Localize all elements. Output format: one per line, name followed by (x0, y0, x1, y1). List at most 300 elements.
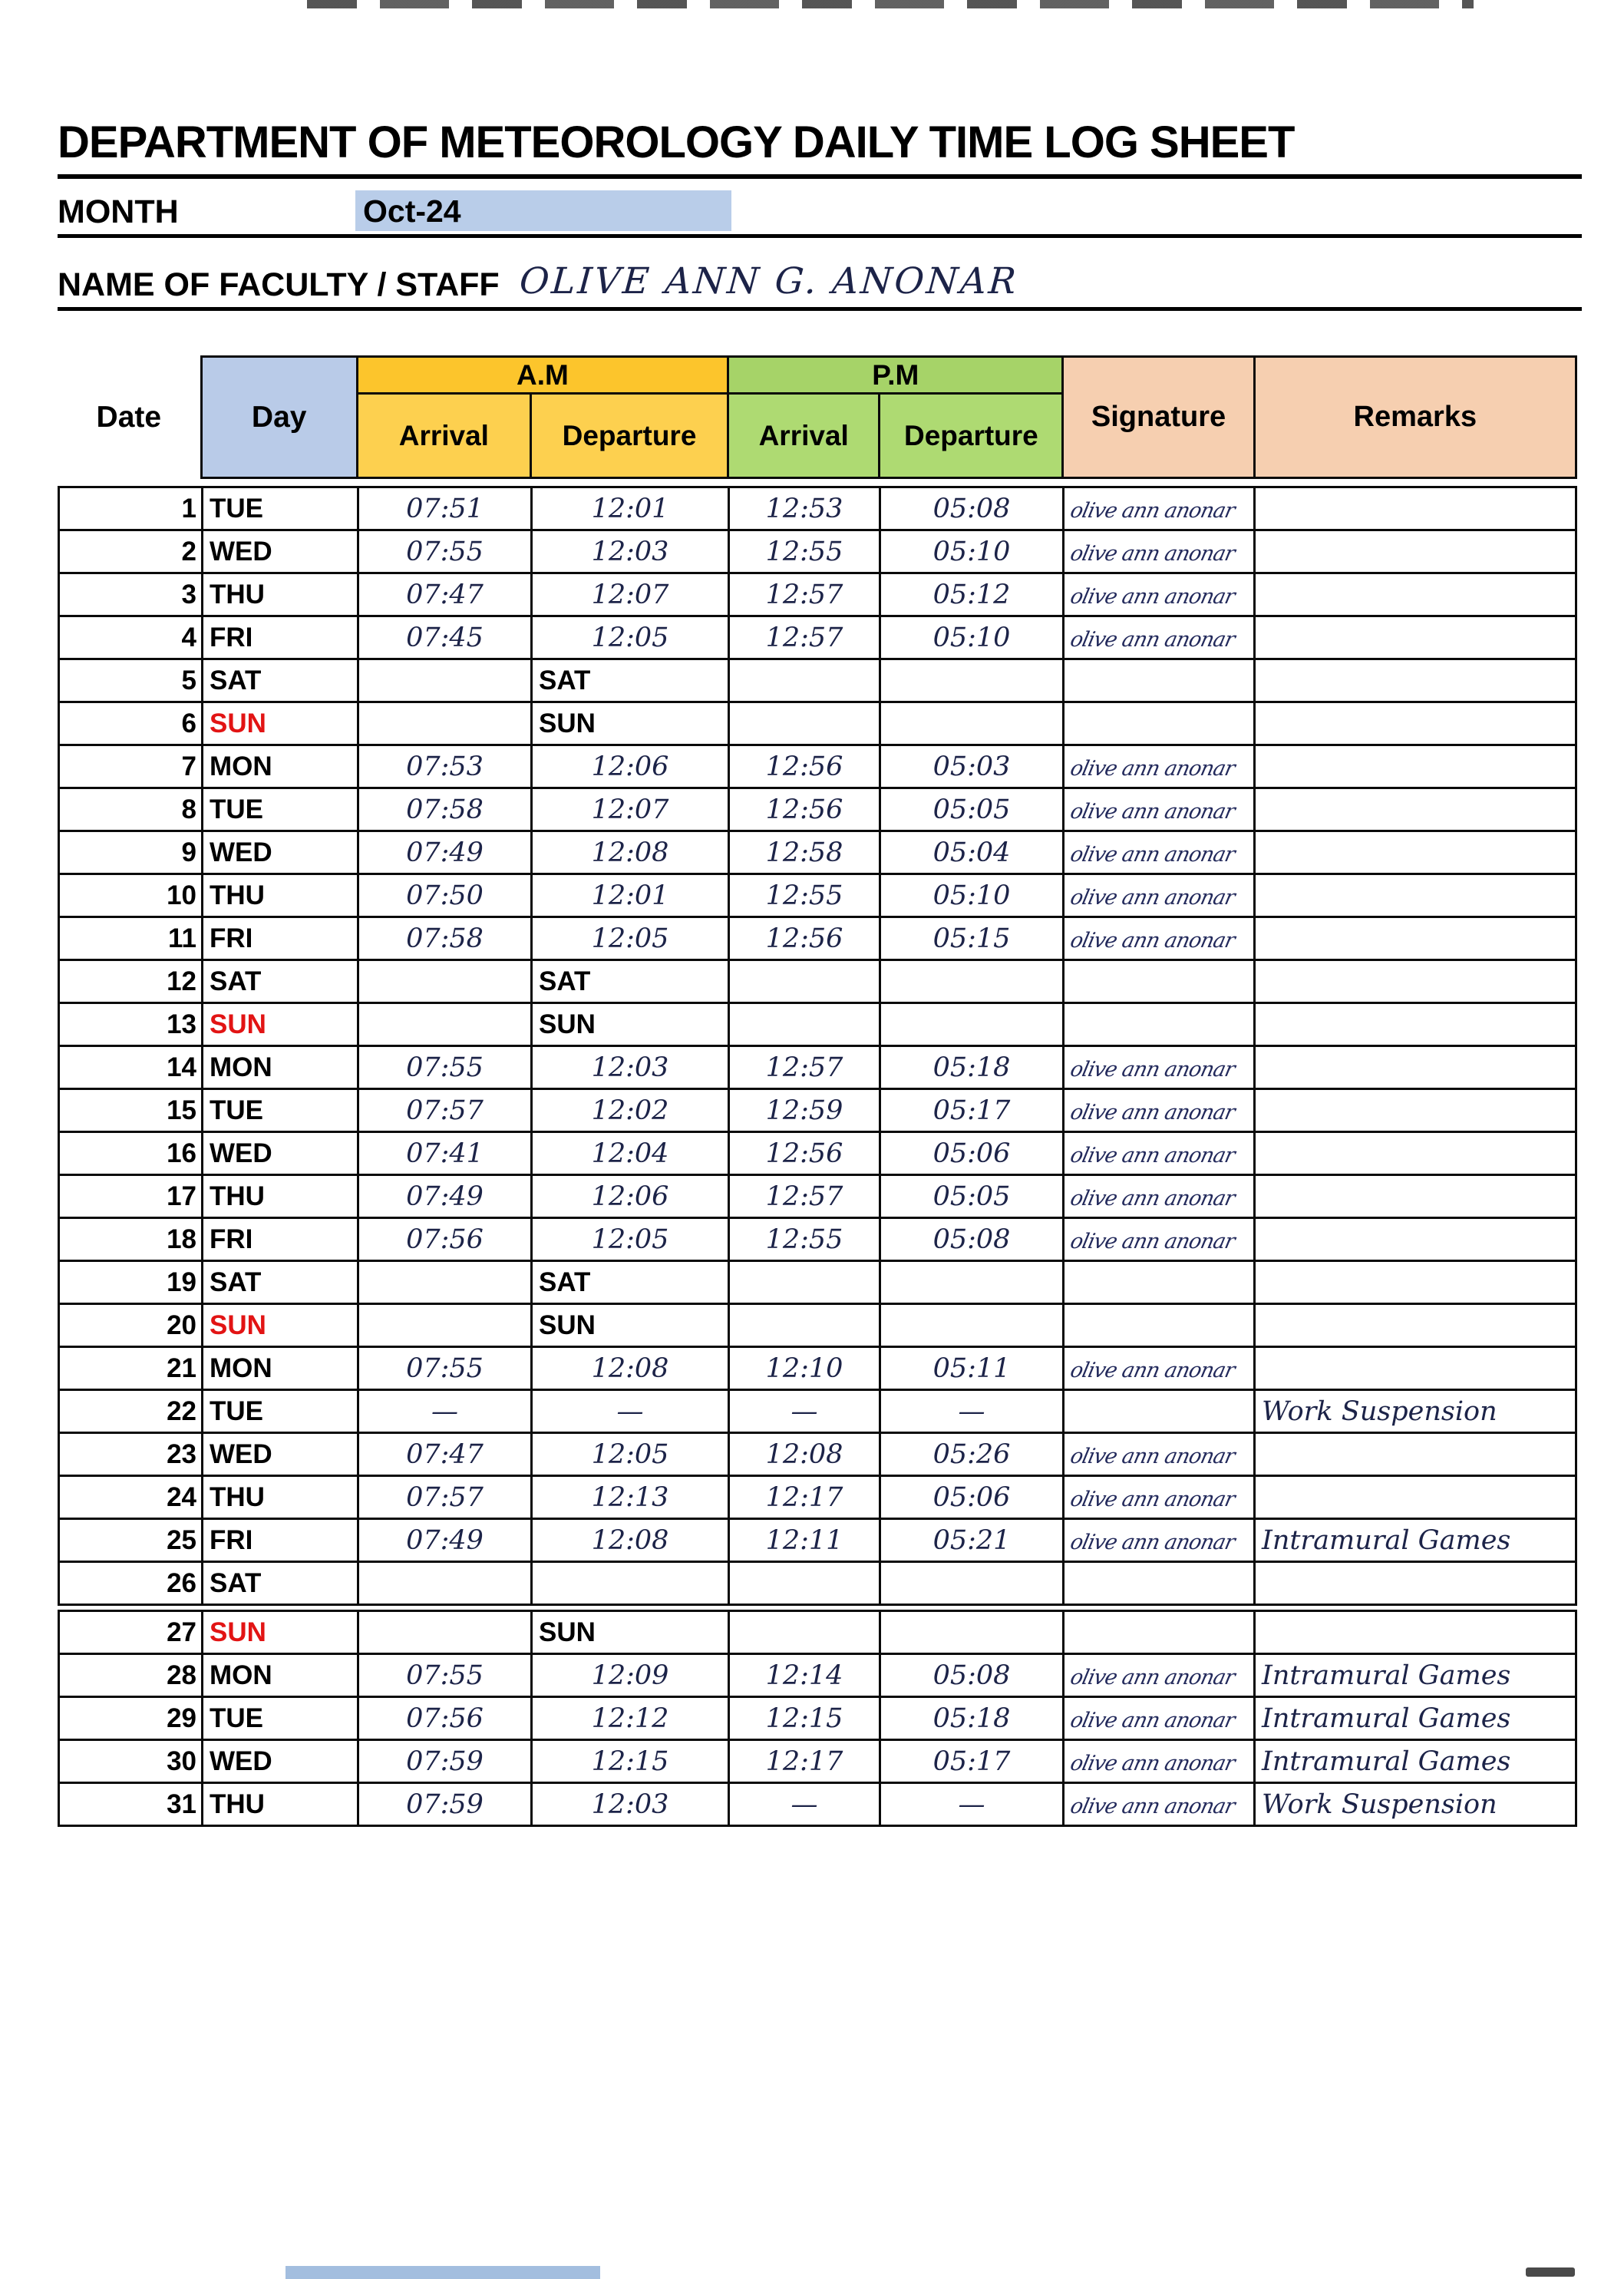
cell-pm-arrival (729, 1562, 880, 1605)
cell-am-departure: 12:05 (532, 1433, 729, 1476)
cell-signature (1064, 1697, 1255, 1740)
cell-am-departure: SUN (532, 1003, 729, 1046)
table-row (59, 573, 1576, 616)
cell-pm-arrival: 12:57 (729, 573, 880, 616)
table-row (59, 1654, 1576, 1697)
cell-pm-arrival: 12:56 (729, 745, 880, 788)
cell-remarks (1255, 1003, 1576, 1046)
cell-pm-arrival: 12:56 (729, 917, 880, 960)
cell-day: FRI (203, 616, 358, 659)
cell-date: 31 (59, 1783, 203, 1826)
signature-scribble: olive ann anonar (1068, 541, 1237, 566)
cell-signature (1064, 1132, 1255, 1175)
cell-am-arrival: 07:59 (358, 1740, 532, 1783)
table-row (59, 1519, 1576, 1562)
cell-day: SUN (203, 702, 358, 745)
cell-remarks (1255, 1611, 1576, 1654)
cell-pm-departure: 05:17 (880, 1740, 1064, 1783)
cell-am-departure: 12:05 (532, 917, 729, 960)
signature-scribble: olive ann anonar (1068, 756, 1237, 781)
cell-day: THU (203, 573, 358, 616)
cell-remarks (1255, 831, 1576, 874)
cell-am-departure: 12:05 (532, 616, 729, 659)
cell-pm-arrival: 12:10 (729, 1347, 880, 1390)
page-title: DEPARTMENT OF METEOROLOGY DAILY TIME LOG SHEET (58, 117, 1582, 179)
cell-am-arrival: 07:55 (358, 1046, 532, 1089)
cell-date: 9 (59, 831, 203, 874)
cell-am-departure: 12:04 (532, 1132, 729, 1175)
signature-scribble: olive ann anonar (1068, 1530, 1237, 1554)
cell-pm-arrival: 12:11 (729, 1519, 880, 1562)
cell-date: 3 (59, 573, 203, 616)
cell-pm-departure: 05:26 (880, 1433, 1064, 1476)
cell-am-arrival: 07:41 (358, 1132, 532, 1175)
cell-am-arrival: 07:55 (358, 1654, 532, 1697)
cell-am-arrival: 07:45 (358, 616, 532, 659)
cell-remarks (1255, 530, 1576, 573)
cell-date: 15 (59, 1089, 203, 1132)
cell-pm-departure (880, 960, 1064, 1003)
cell-pm-arrival: 12:15 (729, 1697, 880, 1740)
cell-am-departure: 12:08 (532, 1519, 729, 1562)
cell-signature (1064, 1089, 1255, 1132)
cell-date: 13 (59, 1003, 203, 1046)
cell-pm-departure: 05:08 (880, 1654, 1064, 1697)
cell-day: TUE (203, 788, 358, 831)
cell-pm-arrival: 12:55 (729, 874, 880, 917)
cell-date: 8 (59, 788, 203, 831)
cell-day: TUE (203, 1390, 358, 1433)
cell-pm-arrival: 12:08 (729, 1433, 880, 1476)
header-date: Date (58, 357, 201, 478)
cell-signature (1064, 702, 1255, 745)
signature-scribble: olive ann anonar (1068, 799, 1237, 824)
cell-pm-arrival: 12:59 (729, 1089, 880, 1132)
cell-date: 2 (59, 530, 203, 573)
cell-am-departure (532, 1562, 729, 1605)
cell-signature (1064, 1611, 1255, 1654)
signature-scribble: olive ann anonar (1068, 1708, 1237, 1732)
cell-am-departure: — (532, 1390, 729, 1433)
cell-day: SUN (203, 1304, 358, 1347)
header-signature: Signature (1063, 357, 1254, 478)
cell-pm-departure: 05:18 (880, 1697, 1064, 1740)
cell-date: 18 (59, 1218, 203, 1261)
cell-pm-departure (880, 1003, 1064, 1046)
table-row (59, 1089, 1576, 1132)
row-gap (59, 1605, 1576, 1611)
cell-day: TUE (203, 1697, 358, 1740)
signature-scribble: olive ann anonar (1068, 1751, 1237, 1775)
cell-day: SAT (203, 1261, 358, 1304)
table-row (59, 1304, 1576, 1347)
cell-signature (1064, 1783, 1255, 1826)
cell-pm-arrival: 12:57 (729, 616, 880, 659)
cell-day: THU (203, 1476, 358, 1519)
table-row (59, 1611, 1576, 1654)
cell-remarks: Intramural Games (1255, 1519, 1576, 1562)
cell-pm-departure (880, 659, 1064, 702)
table-row (59, 745, 1576, 788)
cell-day: SUN (203, 1003, 358, 1046)
cell-day: TUE (203, 1089, 358, 1132)
cell-am-departure: SAT (532, 960, 729, 1003)
cell-date: 22 (59, 1390, 203, 1433)
cell-am-arrival: 07:51 (358, 487, 532, 530)
cell-date: 14 (59, 1046, 203, 1089)
cell-am-arrival (358, 1611, 532, 1654)
table-row (59, 960, 1576, 1003)
table-row (59, 659, 1576, 702)
table-row (59, 1476, 1576, 1519)
cell-signature (1064, 831, 1255, 874)
cell-am-departure: 12:07 (532, 788, 729, 831)
cell-day: WED (203, 1433, 358, 1476)
table-row (59, 616, 1576, 659)
table-row (59, 917, 1576, 960)
cell-am-departure: 12:07 (532, 573, 729, 616)
cell-am-arrival: 07:57 (358, 1476, 532, 1519)
cell-am-departure: SAT (532, 1261, 729, 1304)
cell-am-departure: 12:02 (532, 1089, 729, 1132)
header-am-departure: Departure (530, 394, 728, 478)
cell-pm-arrival: 12:17 (729, 1476, 880, 1519)
table-row (59, 1697, 1576, 1740)
cell-remarks (1255, 745, 1576, 788)
cell-pm-departure: 05:04 (880, 831, 1064, 874)
cell-date: 10 (59, 874, 203, 917)
cell-remarks (1255, 616, 1576, 659)
cell-am-arrival (358, 1562, 532, 1605)
table-row (59, 1046, 1576, 1089)
table-row (59, 1003, 1576, 1046)
cell-signature (1064, 1175, 1255, 1218)
signature-scribble: olive ann anonar (1068, 842, 1237, 867)
cell-am-arrival (358, 659, 532, 702)
log-table-body (59, 487, 1576, 1826)
name-row (58, 250, 1582, 311)
cell-pm-departure: 05:17 (880, 1089, 1064, 1132)
cell-date: 1 (59, 487, 203, 530)
cell-signature (1064, 1433, 1255, 1476)
cell-am-arrival: 07:59 (358, 1783, 532, 1826)
signature-scribble: olive ann anonar (1068, 885, 1237, 910)
table-row (59, 788, 1576, 831)
cell-remarks (1255, 1089, 1576, 1132)
cell-day: THU (203, 874, 358, 917)
cell-pm-departure: 05:10 (880, 874, 1064, 917)
header-am: A.M (357, 357, 728, 394)
cell-am-arrival: 07:57 (358, 1089, 532, 1132)
cell-am-arrival (358, 1261, 532, 1304)
signature-scribble: olive ann anonar (1068, 1665, 1237, 1689)
cell-pm-arrival: — (729, 1390, 880, 1433)
cell-date: 26 (59, 1562, 203, 1605)
cell-date: 7 (59, 745, 203, 788)
cell-date: 4 (59, 616, 203, 659)
cell-day: FRI (203, 1218, 358, 1261)
cell-date: 5 (59, 659, 203, 702)
cell-day: MON (203, 745, 358, 788)
cell-pm-arrival: 12:57 (729, 1175, 880, 1218)
cell-remarks: Work Suspension (1255, 1783, 1576, 1826)
cell-date: 20 (59, 1304, 203, 1347)
cell-am-departure: 12:08 (532, 1347, 729, 1390)
cell-remarks (1255, 874, 1576, 917)
cell-signature (1064, 788, 1255, 831)
cell-day: SUN (203, 1611, 358, 1654)
header-band-row (58, 357, 1576, 394)
cell-pm-arrival: — (729, 1783, 880, 1826)
cell-signature (1064, 1476, 1255, 1519)
signature-scribble: olive ann anonar (1068, 584, 1237, 609)
table-row (59, 1175, 1576, 1218)
cell-date: 21 (59, 1347, 203, 1390)
cell-day: TUE (203, 487, 358, 530)
cell-pm-arrival (729, 659, 880, 702)
cell-date: 25 (59, 1519, 203, 1562)
header-pm-departure: Departure (880, 394, 1063, 478)
cell-date: 19 (59, 1261, 203, 1304)
time-log-header-table (58, 355, 1577, 479)
cell-date: 24 (59, 1476, 203, 1519)
signature-scribble: olive ann anonar (1068, 1186, 1237, 1211)
cell-am-departure: 12:06 (532, 745, 729, 788)
table-row (59, 1390, 1576, 1433)
cell-pm-departure: 05:10 (880, 616, 1064, 659)
cell-remarks: Intramural Games (1255, 1740, 1576, 1783)
cell-signature (1064, 745, 1255, 788)
cell-remarks: Work Suspension (1255, 1390, 1576, 1433)
cell-am-departure: 12:03 (532, 1046, 729, 1089)
cell-pm-departure: 05:15 (880, 917, 1064, 960)
cell-pm-departure: 05:08 (880, 1218, 1064, 1261)
cell-pm-departure: 05:05 (880, 1175, 1064, 1218)
cell-signature (1064, 1519, 1255, 1562)
cell-day: FRI (203, 1519, 358, 1562)
cell-pm-departure (880, 1304, 1064, 1347)
cell-pm-departure: 05:10 (880, 530, 1064, 573)
cell-signature (1064, 659, 1255, 702)
cell-pm-arrival: 12:57 (729, 1046, 880, 1089)
cell-day: WED (203, 1740, 358, 1783)
cell-day: MON (203, 1046, 358, 1089)
cell-am-departure: 12:08 (532, 831, 729, 874)
cell-day: WED (203, 831, 358, 874)
month-row (58, 187, 1582, 238)
table-row (59, 1261, 1576, 1304)
cell-am-arrival: 07:55 (358, 530, 532, 573)
cell-date: 16 (59, 1132, 203, 1175)
cell-remarks (1255, 487, 1576, 530)
header-pm-arrival: Arrival (728, 394, 880, 478)
cell-am-departure: 12:03 (532, 1783, 729, 1826)
cell-am-arrival: 07:56 (358, 1218, 532, 1261)
cell-remarks (1255, 1347, 1576, 1390)
cell-pm-arrival (729, 1304, 880, 1347)
cell-am-arrival: 07:58 (358, 917, 532, 960)
signature-scribble: olive ann anonar (1068, 1100, 1237, 1125)
cell-pm-departure (880, 1562, 1064, 1605)
signature-scribble: olive ann anonar (1068, 1229, 1237, 1253)
cell-am-arrival: 07:47 (358, 573, 532, 616)
cell-day: THU (203, 1175, 358, 1218)
cell-date: 23 (59, 1433, 203, 1476)
cell-am-departure: 12:01 (532, 874, 729, 917)
table-row (59, 1218, 1576, 1261)
cell-signature (1064, 1046, 1255, 1089)
cell-am-departure: SAT (532, 659, 729, 702)
header-am-arrival: Arrival (357, 394, 530, 478)
cell-day: FRI (203, 917, 358, 960)
cell-signature (1064, 874, 1255, 917)
signature-scribble: olive ann anonar (1068, 1487, 1237, 1511)
cell-day: SAT (203, 659, 358, 702)
cell-date: 27 (59, 1611, 203, 1654)
scan-artifact-top (307, 0, 1474, 8)
cell-pm-arrival: 12:56 (729, 788, 880, 831)
cell-am-arrival: 07:49 (358, 1519, 532, 1562)
cell-day: SAT (203, 1562, 358, 1605)
cell-pm-departure: 05:06 (880, 1476, 1064, 1519)
cell-pm-departure: 05:03 (880, 745, 1064, 788)
cell-remarks (1255, 960, 1576, 1003)
cell-date: 17 (59, 1175, 203, 1218)
log-table-area (58, 355, 1582, 1827)
cell-date: 11 (59, 917, 203, 960)
cell-pm-departure: 05:12 (880, 573, 1064, 616)
table-row (59, 874, 1576, 917)
cell-pm-arrival (729, 1003, 880, 1046)
cell-am-arrival: 07:55 (358, 1347, 532, 1390)
cell-am-departure: 12:13 (532, 1476, 729, 1519)
table-row (59, 831, 1576, 874)
cell-am-arrival: 07:50 (358, 874, 532, 917)
cell-signature (1064, 960, 1255, 1003)
cell-pm-arrival: 12:55 (729, 530, 880, 573)
signature-scribble: olive ann anonar (1068, 627, 1237, 652)
header-remarks: Remarks (1254, 357, 1576, 478)
cell-pm-arrival: 12:58 (729, 831, 880, 874)
cell-am-arrival: 07:56 (358, 1697, 532, 1740)
cell-signature (1064, 530, 1255, 573)
scan-artifact-bottom-dark (1526, 2267, 1575, 2277)
cell-day: SAT (203, 960, 358, 1003)
table-row (59, 487, 1576, 530)
cell-signature (1064, 1261, 1255, 1304)
cell-signature (1064, 487, 1255, 530)
cell-pm-departure: 05:21 (880, 1519, 1064, 1562)
table-row (59, 1347, 1576, 1390)
cell-am-arrival: 07:58 (358, 788, 532, 831)
cell-pm-arrival: 12:14 (729, 1654, 880, 1697)
cell-signature (1064, 1003, 1255, 1046)
cell-am-departure: 12:05 (532, 1218, 729, 1261)
table-row (59, 1783, 1576, 1826)
cell-remarks (1255, 659, 1576, 702)
cell-remarks (1255, 1304, 1576, 1347)
cell-pm-arrival (729, 1611, 880, 1654)
table-row (59, 1433, 1576, 1476)
cell-signature (1064, 1218, 1255, 1261)
cell-pm-departure: — (880, 1783, 1064, 1826)
cell-remarks: Intramural Games (1255, 1697, 1576, 1740)
cell-pm-arrival: 12:56 (729, 1132, 880, 1175)
cell-am-arrival: 07:53 (358, 745, 532, 788)
cell-am-departure: 12:12 (532, 1697, 729, 1740)
signature-scribble: olive ann anonar (1068, 928, 1237, 953)
time-log-table (58, 486, 1577, 1827)
signature-scribble: olive ann anonar (1068, 1444, 1237, 1468)
cell-am-departure: 12:06 (532, 1175, 729, 1218)
cell-date: 30 (59, 1740, 203, 1783)
cell-pm-departure (880, 1611, 1064, 1654)
cell-signature (1064, 616, 1255, 659)
cell-am-arrival: 07:49 (358, 1175, 532, 1218)
signature-scribble: olive ann anonar (1068, 1057, 1237, 1082)
cell-am-arrival (358, 702, 532, 745)
cell-remarks (1255, 573, 1576, 616)
cell-am-arrival: 07:47 (358, 1433, 532, 1476)
cell-remarks (1255, 917, 1576, 960)
cell-pm-arrival (729, 1261, 880, 1304)
cell-am-arrival: 07:49 (358, 831, 532, 874)
cell-pm-arrival: 12:55 (729, 1218, 880, 1261)
cell-pm-departure: 05:05 (880, 788, 1064, 831)
cell-signature (1064, 1390, 1255, 1433)
name-label: NAME OF FACULTY / STAFF (58, 266, 500, 303)
cell-pm-arrival (729, 960, 880, 1003)
signature-scribble: olive ann anonar (1068, 1794, 1237, 1818)
signature-scribble: olive ann anonar (1068, 1143, 1237, 1168)
cell-date: 29 (59, 1697, 203, 1740)
cell-signature (1064, 573, 1255, 616)
cell-remarks (1255, 1046, 1576, 1089)
cell-am-arrival (358, 1003, 532, 1046)
cell-remarks (1255, 1132, 1576, 1175)
cell-day: MON (203, 1347, 358, 1390)
scan-artifact-bottom-blue (286, 2266, 600, 2279)
table-row (59, 530, 1576, 573)
cell-signature (1064, 1347, 1255, 1390)
cell-signature (1064, 917, 1255, 960)
cell-remarks (1255, 1261, 1576, 1304)
cell-remarks: Intramural Games (1255, 1654, 1576, 1697)
cell-pm-departure: 05:18 (880, 1046, 1064, 1089)
cell-am-departure: SUN (532, 1304, 729, 1347)
cell-date: 12 (59, 960, 203, 1003)
cell-remarks (1255, 788, 1576, 831)
cell-remarks (1255, 1562, 1576, 1605)
cell-am-departure: 12:01 (532, 487, 729, 530)
cell-signature (1064, 1562, 1255, 1605)
cell-am-departure: 12:09 (532, 1654, 729, 1697)
cell-remarks (1255, 702, 1576, 745)
cell-am-departure: SUN (532, 1611, 729, 1654)
header-pm: P.M (728, 357, 1063, 394)
table-row (59, 1562, 1576, 1605)
header-day: Day (201, 357, 357, 478)
cell-signature (1064, 1654, 1255, 1697)
month-value: Oct-24 (355, 190, 731, 231)
cell-date: 6 (59, 702, 203, 745)
cell-day: WED (203, 530, 358, 573)
table-row (59, 1132, 1576, 1175)
cell-pm-departure: 05:11 (880, 1347, 1064, 1390)
cell-remarks (1255, 1476, 1576, 1519)
cell-date: 28 (59, 1654, 203, 1697)
document-content (58, 117, 1582, 1827)
